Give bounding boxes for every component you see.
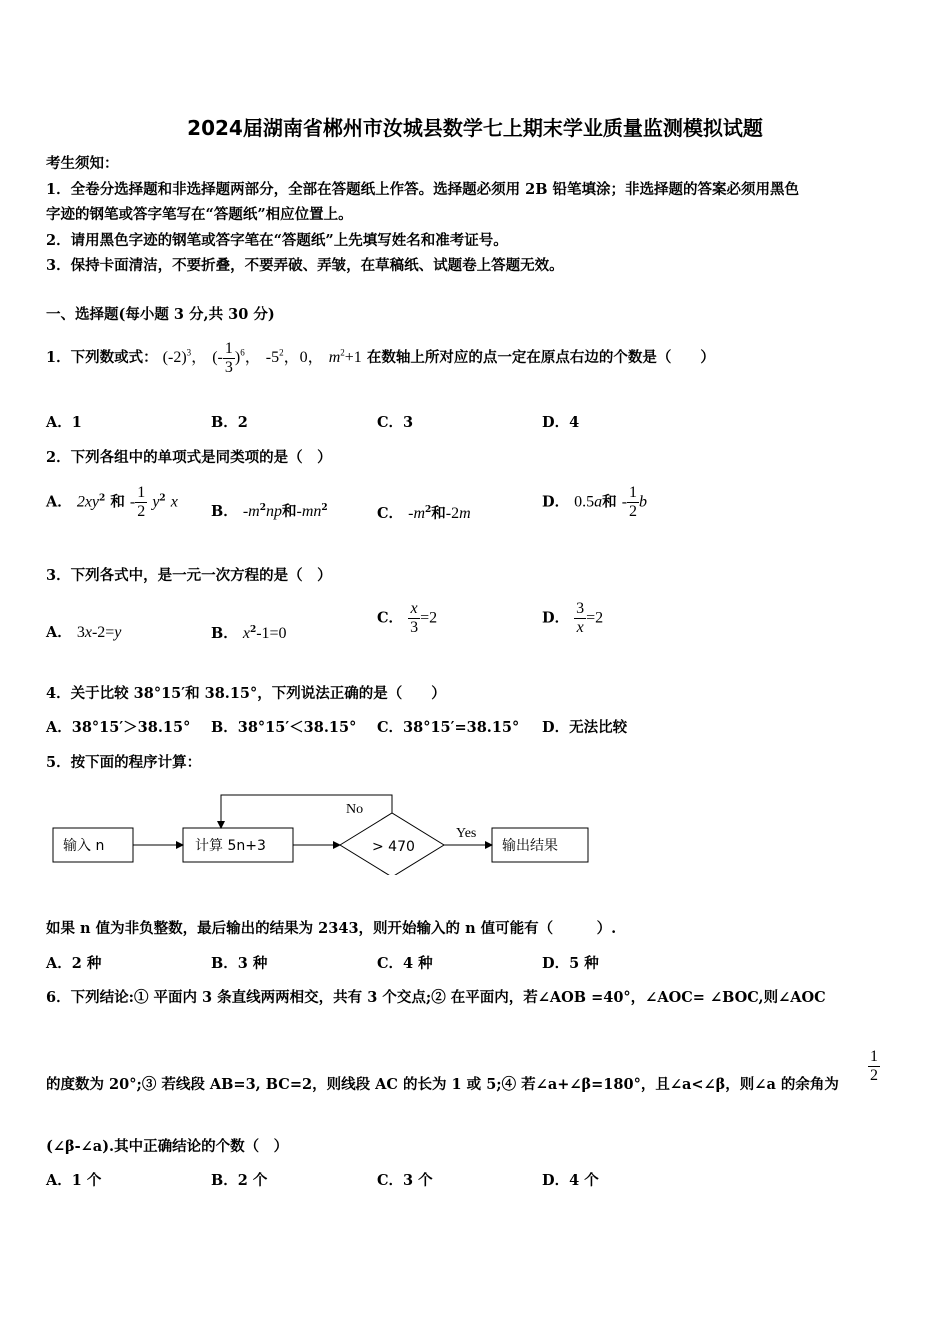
- q3-option-c[interactable]: C． $\frac{x}{3}$ =2: [377, 600, 438, 636]
- q1-option-a[interactable]: A．1: [46, 414, 82, 431]
- q1-prefix: 1．下列数或式：: [46, 349, 158, 367]
- question-6-line-2: 的度数为 20°;③ 若线段 AB=3, BC=2，则线段 AC 的长为 1 或 5;④ 若∠a+∠β=180°，且∠a<∠β，则∠a 的余角为: [46, 1076, 839, 1093]
- q4-option-d[interactable]: D．无法比较: [542, 719, 628, 736]
- q3-option-b[interactable]: B． $x^2-1=0$: [211, 625, 287, 642]
- notice-item-1a: 1．全卷分选择题和非选择题两部分，全部在答题纸上作答。选择题必须用 2B 铅笔填涂；非选择题的答案必须用黑色: [46, 181, 800, 198]
- q3-option-a[interactable]: A． 3x-2=y: [46, 624, 122, 641]
- flow-yes-label: Yes: [456, 826, 477, 841]
- flow-loop-arrow: [221, 795, 392, 828]
- question-2: 2．下列各组中的单项式是同类项的是（ ）: [46, 449, 332, 466]
- q4-option-c[interactable]: C．38°15′=38.15°: [377, 719, 520, 736]
- flow-output-label: 输出结果: [502, 838, 558, 854]
- q3-option-d[interactable]: D． $\frac{3}{x}$ =2: [542, 600, 604, 636]
- question-1: 1．下列数或式： $(-2)^3$， (- $\frac{1}{3}$ )$^6$， $-5^2$，0， $m^2+1$ 在数轴上所对应的点一定在原点右边的个数是（ ）: [46, 340, 715, 376]
- q5-option-d[interactable]: D．5 种: [542, 955, 599, 972]
- q1-expr-2: (- $\frac{1}{3}$ )$^6$，: [212, 340, 261, 376]
- q5-option-a[interactable]: A．2 种: [46, 955, 102, 972]
- flow-no-label: No: [346, 802, 364, 817]
- notice-heading: 考生须知：: [46, 155, 119, 172]
- q1-option-c[interactable]: C．3: [377, 414, 414, 431]
- program-flowchart: [40, 785, 600, 875]
- q6-option-a[interactable]: A．1 个: [46, 1172, 102, 1189]
- q5-question: 如果 n 值为非负整数，最后输出的结果为 2343，则开始输入的 n 值可能有（ ）.: [46, 920, 617, 937]
- flow-condition-label: > 470: [372, 839, 415, 855]
- q6-option-d[interactable]: D．4 个: [542, 1172, 599, 1189]
- q2-option-a[interactable]: A． $2xy^2$ 和 - $\frac{1}{2}$ $y^2$ x: [46, 484, 178, 520]
- q5-option-c[interactable]: C．4 种: [377, 955, 433, 972]
- exam-title: 2024届湖南省郴州市汝城县数学七上期末学业质量监测模拟试题: [187, 116, 763, 140]
- question-6-line-3: (∠β-∠a).其中正确结论的个数（ ）: [46, 1138, 289, 1155]
- notice-item-2: 2．请用黑色字迹的钢笔或答字笔在“答题纸”上先填写姓名和准考证号。: [46, 232, 508, 249]
- question-4: 4．关于比较 38°15′和 38.15°，下列说法正确的是（ ）: [46, 685, 446, 702]
- q1-option-d[interactable]: D．4: [542, 414, 580, 431]
- q4-option-a[interactable]: A．38°15′＞38.15°: [46, 719, 191, 736]
- notice-item-3: 3．保持卡面清洁，不要折叠，不要弄破、弄皱，在草稿纸、试题卷上答题无效。: [46, 257, 564, 274]
- question-3: 3．下列各式中，是一元一次方程的是（ ）: [46, 567, 332, 584]
- q1-expr-1: $(-2)^3$，: [162, 347, 208, 367]
- section-heading: 一、选择题(每小题 3 分,共 30 分): [46, 306, 275, 323]
- q1-option-b[interactable]: B．2: [211, 414, 248, 431]
- q6-option-c[interactable]: C．3 个: [377, 1172, 433, 1189]
- flow-compute-label: 计算 5n+3: [195, 838, 266, 854]
- notice-item-1b: 字迹的钢笔或答字笔写在“答题纸”相应位置上。: [46, 206, 353, 223]
- q1-expr-3: $-5^2$，0，: [265, 347, 324, 367]
- q2-option-d[interactable]: D． 0.5a和 - $\frac{1}{2}$ b: [542, 484, 648, 520]
- q1-suffix: 在数轴上所对应的点一定在原点右边的个数是（ ）: [366, 349, 715, 367]
- q4-option-b[interactable]: B．38°15′＜38.15°: [211, 719, 357, 736]
- q6-half-fraction: $\frac{1}{2}$: [870, 1048, 878, 1084]
- q2-option-b[interactable]: B． $-m^2np$和$-mn^2$: [211, 503, 328, 520]
- flow-input-label: 输入 n: [63, 838, 105, 854]
- q1-expr-4: m: [328, 349, 341, 367]
- question-6-line-1: 6．下列结论:① 平面内 3 条直线两两相交，共有 3 个交点;② 在平面内，若∠AOB =40°，∠AOC= ∠BOC,则∠AOC: [46, 989, 826, 1006]
- q5-option-b[interactable]: B．3 种: [211, 955, 268, 972]
- q2-option-c[interactable]: C． $-m^2$和-2m: [377, 505, 471, 522]
- question-5: 5．按下面的程序计算：: [46, 754, 202, 771]
- q6-option-b[interactable]: B．2 个: [211, 1172, 268, 1189]
